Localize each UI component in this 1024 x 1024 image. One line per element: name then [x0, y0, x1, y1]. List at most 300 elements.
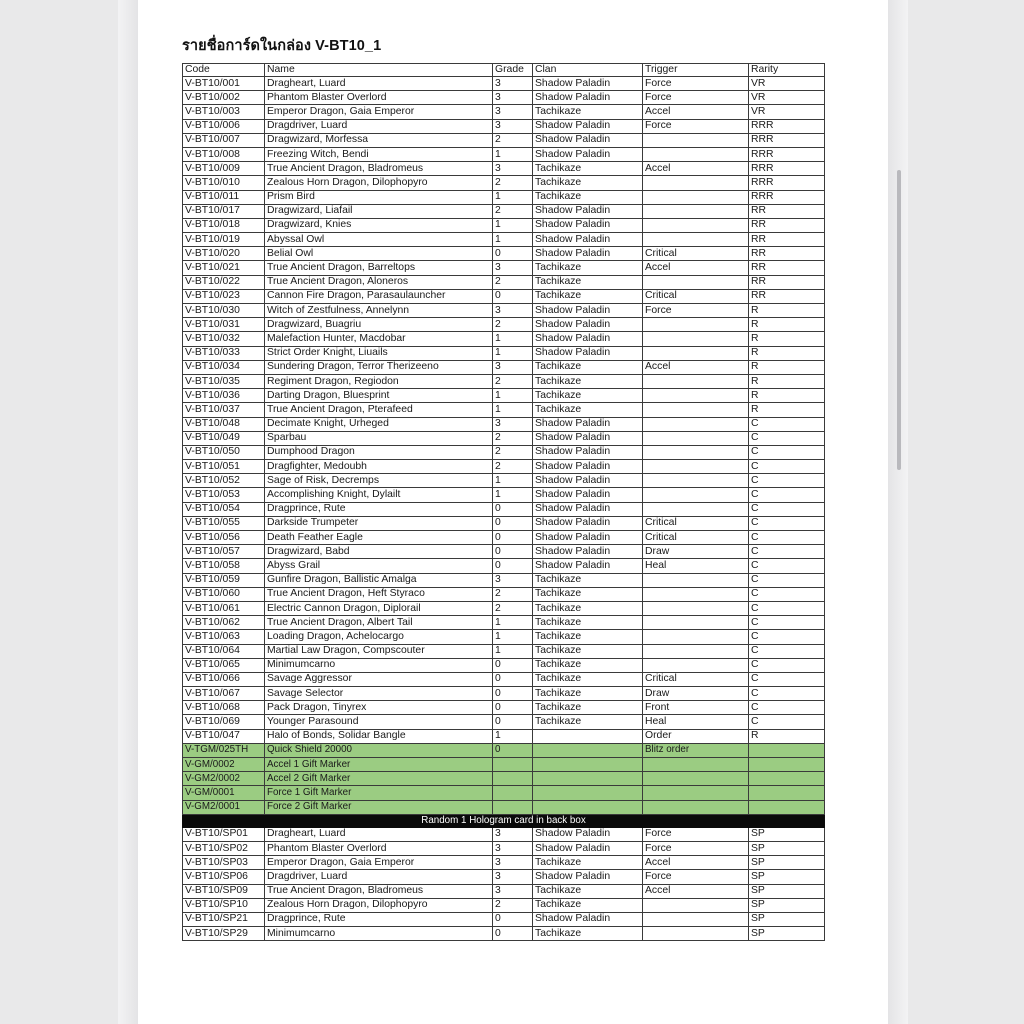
cell-grade: 2 — [493, 318, 533, 332]
cell-clan: Shadow Paladin — [533, 247, 643, 261]
sp-row — [183, 827, 825, 841]
cell-rarity: C — [749, 559, 825, 573]
cell-name: Quick Shield 20000 — [265, 743, 493, 757]
cell-grade: 0 — [493, 927, 533, 941]
cell-name: Strict Order Knight, Liuails — [265, 346, 493, 360]
cell-rarity: VR — [749, 105, 825, 119]
table-row — [183, 176, 825, 190]
table-row — [183, 701, 825, 715]
gift-marker-row — [183, 743, 825, 757]
cell-clan — [533, 743, 643, 757]
cell-code: V-GM/0001 — [183, 786, 265, 800]
cell-clan: Shadow Paladin — [533, 233, 643, 247]
cell-name: Abyssal Owl — [265, 233, 493, 247]
cell-clan: Tachikaze — [533, 176, 643, 190]
cell-rarity: RR — [749, 247, 825, 261]
cell-grade: 2 — [493, 176, 533, 190]
table-row — [183, 91, 825, 105]
cell-code: V-BT10/063 — [183, 630, 265, 644]
cell-name: Electric Cannon Dragon, Diplorail — [265, 601, 493, 615]
sp-row — [183, 884, 825, 898]
cell-code: V-BT10/060 — [183, 587, 265, 601]
cell-trigger: Force — [643, 870, 749, 884]
cell-trigger — [643, 601, 749, 615]
table-row — [183, 289, 825, 303]
cell-name: Accel 2 Gift Marker — [265, 772, 493, 786]
table-row — [183, 502, 825, 516]
cell-trigger: Draw — [643, 545, 749, 559]
cell-code: V-BT10/019 — [183, 233, 265, 247]
cell-rarity: C — [749, 573, 825, 587]
sp-row — [183, 927, 825, 941]
sp-row — [183, 898, 825, 912]
cell-name: Dragfighter, Medoubh — [265, 460, 493, 474]
cell-clan: Shadow Paladin — [533, 445, 643, 459]
cell-rarity — [749, 743, 825, 757]
cell-code: V-BT10/058 — [183, 559, 265, 573]
cell-trigger: Force — [643, 304, 749, 318]
cell-grade: 0 — [493, 531, 533, 545]
cell-rarity: RRR — [749, 147, 825, 161]
cell-rarity: R — [749, 304, 825, 318]
cell-name: Dragwizard, Babd — [265, 545, 493, 559]
cell-grade: 2 — [493, 275, 533, 289]
header-rarity: Rarity — [749, 64, 825, 77]
cell-clan: Shadow Paladin — [533, 870, 643, 884]
cell-name: Freezing Witch, Bendi — [265, 147, 493, 161]
cell-code: V-BT10/062 — [183, 616, 265, 630]
table-row — [183, 488, 825, 502]
header-name: Name — [265, 64, 493, 77]
cell-code: V-BT10/SP09 — [183, 884, 265, 898]
cell-name: Decimate Knight, Urheged — [265, 417, 493, 431]
cell-clan: Tachikaze — [533, 658, 643, 672]
cell-rarity: RRR — [749, 133, 825, 147]
cell-grade: 2 — [493, 445, 533, 459]
cell-trigger: Accel — [643, 884, 749, 898]
cell-rarity: C — [749, 715, 825, 729]
table-row — [183, 729, 825, 743]
cell-trigger — [643, 431, 749, 445]
table-row — [183, 389, 825, 403]
cell-rarity: C — [749, 417, 825, 431]
cell-name: Witch of Zestfulness, Annelynn — [265, 304, 493, 318]
cell-code: V-BT10/066 — [183, 672, 265, 686]
cell-trigger: Front — [643, 701, 749, 715]
cell-clan — [533, 758, 643, 772]
table-row — [183, 204, 825, 218]
table-row — [183, 460, 825, 474]
cell-grade: 3 — [493, 841, 533, 855]
table-row — [183, 360, 825, 374]
cell-clan: Shadow Paladin — [533, 502, 643, 516]
cell-name: Zealous Horn Dragon, Dilophopyro — [265, 176, 493, 190]
cell-name: Zealous Horn Dragon, Dilophopyro — [265, 898, 493, 912]
table-row — [183, 318, 825, 332]
cell-clan — [533, 729, 643, 743]
cell-trigger — [643, 772, 749, 786]
cell-clan: Shadow Paladin — [533, 474, 643, 488]
cell-grade: 0 — [493, 743, 533, 757]
cell-name: Emperor Dragon, Gaia Emperor — [265, 856, 493, 870]
cell-code: V-BT10/009 — [183, 162, 265, 176]
cell-rarity: C — [749, 502, 825, 516]
table-row — [183, 630, 825, 644]
cell-trigger: Critical — [643, 289, 749, 303]
cell-grade: 0 — [493, 289, 533, 303]
cell-code: V-BT10/050 — [183, 445, 265, 459]
sp-row — [183, 856, 825, 870]
cell-clan: Shadow Paladin — [533, 318, 643, 332]
cell-grade: 3 — [493, 360, 533, 374]
cell-trigger — [643, 898, 749, 912]
cell-rarity — [749, 800, 825, 814]
cell-rarity: RRR — [749, 119, 825, 133]
cell-trigger — [643, 758, 749, 772]
table-row — [183, 261, 825, 275]
cell-rarity: C — [749, 630, 825, 644]
cell-grade — [493, 758, 533, 772]
cell-code: V-BT10/017 — [183, 204, 265, 218]
cell-name: Sundering Dragon, Terror Therizeeno — [265, 360, 493, 374]
cell-code: V-BT10/051 — [183, 460, 265, 474]
cell-name: Darkside Trumpeter — [265, 516, 493, 530]
cell-name: Belial Owl — [265, 247, 493, 261]
cell-code: V-BT10/037 — [183, 403, 265, 417]
cell-clan: Tachikaze — [533, 715, 643, 729]
table-row — [183, 133, 825, 147]
cell-trigger — [643, 374, 749, 388]
table-row — [183, 672, 825, 686]
cell-rarity: SP — [749, 856, 825, 870]
cell-name: Dragdriver, Luard — [265, 119, 493, 133]
cell-name: Dragprince, Rute — [265, 502, 493, 516]
cell-name: True Ancient Dragon, Pterafeed — [265, 403, 493, 417]
cell-name: Cannon Fire Dragon, Parasaulauncher — [265, 289, 493, 303]
cell-grade: 3 — [493, 884, 533, 898]
table-row — [183, 587, 825, 601]
cell-trigger — [643, 318, 749, 332]
cell-name: True Ancient Dragon, Aloneros — [265, 275, 493, 289]
cell-clan: Shadow Paladin — [533, 841, 643, 855]
cell-rarity: RRR — [749, 190, 825, 204]
cell-rarity: RRR — [749, 176, 825, 190]
cell-trigger — [643, 912, 749, 926]
cell-grade: 1 — [493, 630, 533, 644]
cell-trigger — [643, 460, 749, 474]
cell-clan: Shadow Paladin — [533, 488, 643, 502]
table-row — [183, 119, 825, 133]
cell-name: Darting Dragon, Bluesprint — [265, 389, 493, 403]
cell-trigger — [643, 658, 749, 672]
cell-trigger — [643, 417, 749, 431]
cell-name: True Ancient Dragon, Albert Tail — [265, 616, 493, 630]
cell-clan: Shadow Paladin — [533, 516, 643, 530]
table-row — [183, 346, 825, 360]
table-row — [183, 559, 825, 573]
cell-grade: 1 — [493, 190, 533, 204]
cell-clan: Shadow Paladin — [533, 431, 643, 445]
cell-code: V-BT10/003 — [183, 105, 265, 119]
cell-clan: Tachikaze — [533, 162, 643, 176]
cell-code: V-BT10/011 — [183, 190, 265, 204]
header-trigger: Trigger — [643, 64, 749, 77]
cell-grade: 1 — [493, 488, 533, 502]
cell-clan: Tachikaze — [533, 687, 643, 701]
table-row — [183, 531, 825, 545]
cell-clan: Tachikaze — [533, 374, 643, 388]
cell-grade: 1 — [493, 403, 533, 417]
cell-trigger: Accel — [643, 360, 749, 374]
cell-name: Sparbau — [265, 431, 493, 445]
cell-grade: 0 — [493, 559, 533, 573]
cell-code: V-BT10/064 — [183, 644, 265, 658]
cell-code: V-BT10/SP10 — [183, 898, 265, 912]
cell-trigger — [643, 800, 749, 814]
card-list-body — [183, 77, 825, 941]
cell-code: V-BT10/010 — [183, 176, 265, 190]
cell-trigger — [643, 218, 749, 232]
cell-grade: 0 — [493, 516, 533, 530]
table-row — [183, 431, 825, 445]
cell-name: Force 1 Gift Marker — [265, 786, 493, 800]
cell-code: V-BT10/002 — [183, 91, 265, 105]
cell-trigger — [643, 204, 749, 218]
cell-code: V-BT10/SP29 — [183, 927, 265, 941]
gift-marker-row — [183, 800, 825, 814]
table-row — [183, 374, 825, 388]
cell-trigger — [643, 488, 749, 502]
sp-row — [183, 841, 825, 855]
cell-grade — [493, 800, 533, 814]
cell-clan: Tachikaze — [533, 403, 643, 417]
cell-grade: 3 — [493, 119, 533, 133]
cell-clan: Tachikaze — [533, 884, 643, 898]
cell-grade: 0 — [493, 545, 533, 559]
cell-rarity: C — [749, 474, 825, 488]
cell-clan — [533, 800, 643, 814]
cell-code: V-BT10/023 — [183, 289, 265, 303]
cell-grade: 1 — [493, 233, 533, 247]
cell-code: V-BT10/054 — [183, 502, 265, 516]
cell-rarity: VR — [749, 91, 825, 105]
cell-grade: 1 — [493, 729, 533, 743]
cell-clan: Tachikaze — [533, 275, 643, 289]
table-row — [183, 616, 825, 630]
cell-trigger: Force — [643, 119, 749, 133]
cell-grade: 3 — [493, 162, 533, 176]
cell-name: Prism Bird — [265, 190, 493, 204]
cell-rarity: RR — [749, 218, 825, 232]
cell-grade: 3 — [493, 827, 533, 841]
cell-code: V-BT10/069 — [183, 715, 265, 729]
cell-rarity: C — [749, 658, 825, 672]
table-row — [183, 218, 825, 232]
cell-grade: 3 — [493, 91, 533, 105]
cell-grade: 0 — [493, 658, 533, 672]
cell-name: Dragheart, Luard — [265, 827, 493, 841]
table-row — [183, 601, 825, 615]
cell-trigger — [643, 389, 749, 403]
cell-code: V-BT10/068 — [183, 701, 265, 715]
hologram-banner-row — [183, 814, 825, 827]
cell-name: True Ancient Dragon, Bladromeus — [265, 162, 493, 176]
cell-code: V-BT10/052 — [183, 474, 265, 488]
cell-trigger: Heal — [643, 715, 749, 729]
cell-clan: Shadow Paladin — [533, 77, 643, 91]
cell-grade: 0 — [493, 247, 533, 261]
table-row — [183, 573, 825, 587]
cell-name: Death Feather Eagle — [265, 531, 493, 545]
cell-clan: Shadow Paladin — [533, 912, 643, 926]
cell-clan — [533, 786, 643, 800]
cell-name: Dragwizard, Morfessa — [265, 133, 493, 147]
cell-trigger — [643, 275, 749, 289]
cell-name: Dragprince, Rute — [265, 912, 493, 926]
cell-rarity — [749, 786, 825, 800]
cell-grade: 2 — [493, 601, 533, 615]
cell-grade: 0 — [493, 672, 533, 686]
cell-name: Gunfire Dragon, Ballistic Amalga — [265, 573, 493, 587]
cell-clan: Tachikaze — [533, 616, 643, 630]
table-row — [183, 275, 825, 289]
table-row — [183, 545, 825, 559]
cell-grade: 0 — [493, 687, 533, 701]
cell-trigger — [643, 133, 749, 147]
table-row — [183, 332, 825, 346]
cell-clan: Shadow Paladin — [533, 531, 643, 545]
header-row — [183, 64, 825, 77]
cell-rarity: R — [749, 389, 825, 403]
cell-trigger — [643, 502, 749, 516]
cell-clan: Tachikaze — [533, 856, 643, 870]
cell-clan: Shadow Paladin — [533, 417, 643, 431]
cell-rarity: RR — [749, 233, 825, 247]
cell-trigger — [643, 176, 749, 190]
cell-code: V-BT10/036 — [183, 389, 265, 403]
cell-trigger: Accel — [643, 162, 749, 176]
cell-code: V-BT10/018 — [183, 218, 265, 232]
cell-name: Accomplishing Knight, Dylailt — [265, 488, 493, 502]
cell-grade: 2 — [493, 587, 533, 601]
cell-name: Sage of Risk, Decremps — [265, 474, 493, 488]
cell-grade: 2 — [493, 898, 533, 912]
cell-trigger: Heal — [643, 559, 749, 573]
cell-trigger — [643, 190, 749, 204]
cell-clan: Tachikaze — [533, 360, 643, 374]
cell-clan: Tachikaze — [533, 190, 643, 204]
cell-clan: Shadow Paladin — [533, 545, 643, 559]
cell-rarity: C — [749, 587, 825, 601]
table-row — [183, 403, 825, 417]
scrollbar[interactable] — [897, 170, 901, 470]
cell-grade: 0 — [493, 701, 533, 715]
cell-rarity: R — [749, 332, 825, 346]
cell-trigger — [643, 147, 749, 161]
cell-trigger: Force — [643, 91, 749, 105]
cell-grade: 0 — [493, 912, 533, 926]
cell-grade: 1 — [493, 147, 533, 161]
cell-code: V-GM2/0002 — [183, 772, 265, 786]
cell-code: V-BT10/006 — [183, 119, 265, 133]
cell-name: True Ancient Dragon, Barreltops — [265, 261, 493, 275]
cell-grade: 3 — [493, 870, 533, 884]
cell-name: Accel 1 Gift Marker — [265, 758, 493, 772]
cell-name: Loading Dragon, Achelocargo — [265, 630, 493, 644]
cell-rarity — [749, 772, 825, 786]
cell-rarity: C — [749, 488, 825, 502]
cell-code: V-BT10/030 — [183, 304, 265, 318]
cell-code: V-BT10/021 — [183, 261, 265, 275]
cell-code: V-BT10/065 — [183, 658, 265, 672]
cell-name: Dragwizard, Buagriu — [265, 318, 493, 332]
cell-rarity: R — [749, 318, 825, 332]
cell-rarity: C — [749, 687, 825, 701]
cell-code: V-BT10/SP21 — [183, 912, 265, 926]
cell-rarity: C — [749, 701, 825, 715]
gift-marker-row — [183, 786, 825, 800]
cell-grade: 1 — [493, 332, 533, 346]
cell-clan: Shadow Paladin — [533, 147, 643, 161]
cell-rarity: SP — [749, 884, 825, 898]
table-row — [183, 304, 825, 318]
table-row — [183, 445, 825, 459]
cell-code: V-BT10/055 — [183, 516, 265, 530]
hologram-banner: Random 1 Hologram card in back box — [183, 814, 825, 827]
table-row — [183, 247, 825, 261]
page-shadow-right — [888, 0, 908, 1024]
cell-rarity — [749, 758, 825, 772]
cell-code: V-BT10/057 — [183, 545, 265, 559]
cell-rarity: SP — [749, 827, 825, 841]
cell-trigger — [643, 587, 749, 601]
cell-trigger — [643, 573, 749, 587]
cell-grade: 3 — [493, 261, 533, 275]
cell-trigger: Force — [643, 827, 749, 841]
cell-trigger — [643, 233, 749, 247]
cell-rarity: R — [749, 374, 825, 388]
table-row — [183, 715, 825, 729]
cell-grade: 3 — [493, 856, 533, 870]
cell-rarity: C — [749, 672, 825, 686]
cell-trigger — [643, 474, 749, 488]
cell-grade: 0 — [493, 715, 533, 729]
cell-trigger: Critical — [643, 247, 749, 261]
cell-clan: Shadow Paladin — [533, 133, 643, 147]
cell-grade: 3 — [493, 304, 533, 318]
cell-clan: Tachikaze — [533, 927, 643, 941]
cell-rarity: C — [749, 460, 825, 474]
cell-code: V-BT10/033 — [183, 346, 265, 360]
cell-trigger — [643, 786, 749, 800]
cell-trigger: Critical — [643, 531, 749, 545]
cell-name: Regiment Dragon, Regiodon — [265, 374, 493, 388]
cell-code: V-BT10/056 — [183, 531, 265, 545]
cell-rarity: R — [749, 346, 825, 360]
cell-grade: 3 — [493, 573, 533, 587]
cell-clan: Shadow Paladin — [533, 91, 643, 105]
cell-clan — [533, 772, 643, 786]
cell-trigger: Force — [643, 841, 749, 855]
cell-trigger — [643, 644, 749, 658]
cell-code: V-BT10/032 — [183, 332, 265, 346]
cell-trigger: Draw — [643, 687, 749, 701]
cell-trigger — [643, 332, 749, 346]
header-clan: Clan — [533, 64, 643, 77]
cell-code: V-BT10/007 — [183, 133, 265, 147]
sp-row — [183, 912, 825, 926]
cell-name: Dragwizard, Liafail — [265, 204, 493, 218]
